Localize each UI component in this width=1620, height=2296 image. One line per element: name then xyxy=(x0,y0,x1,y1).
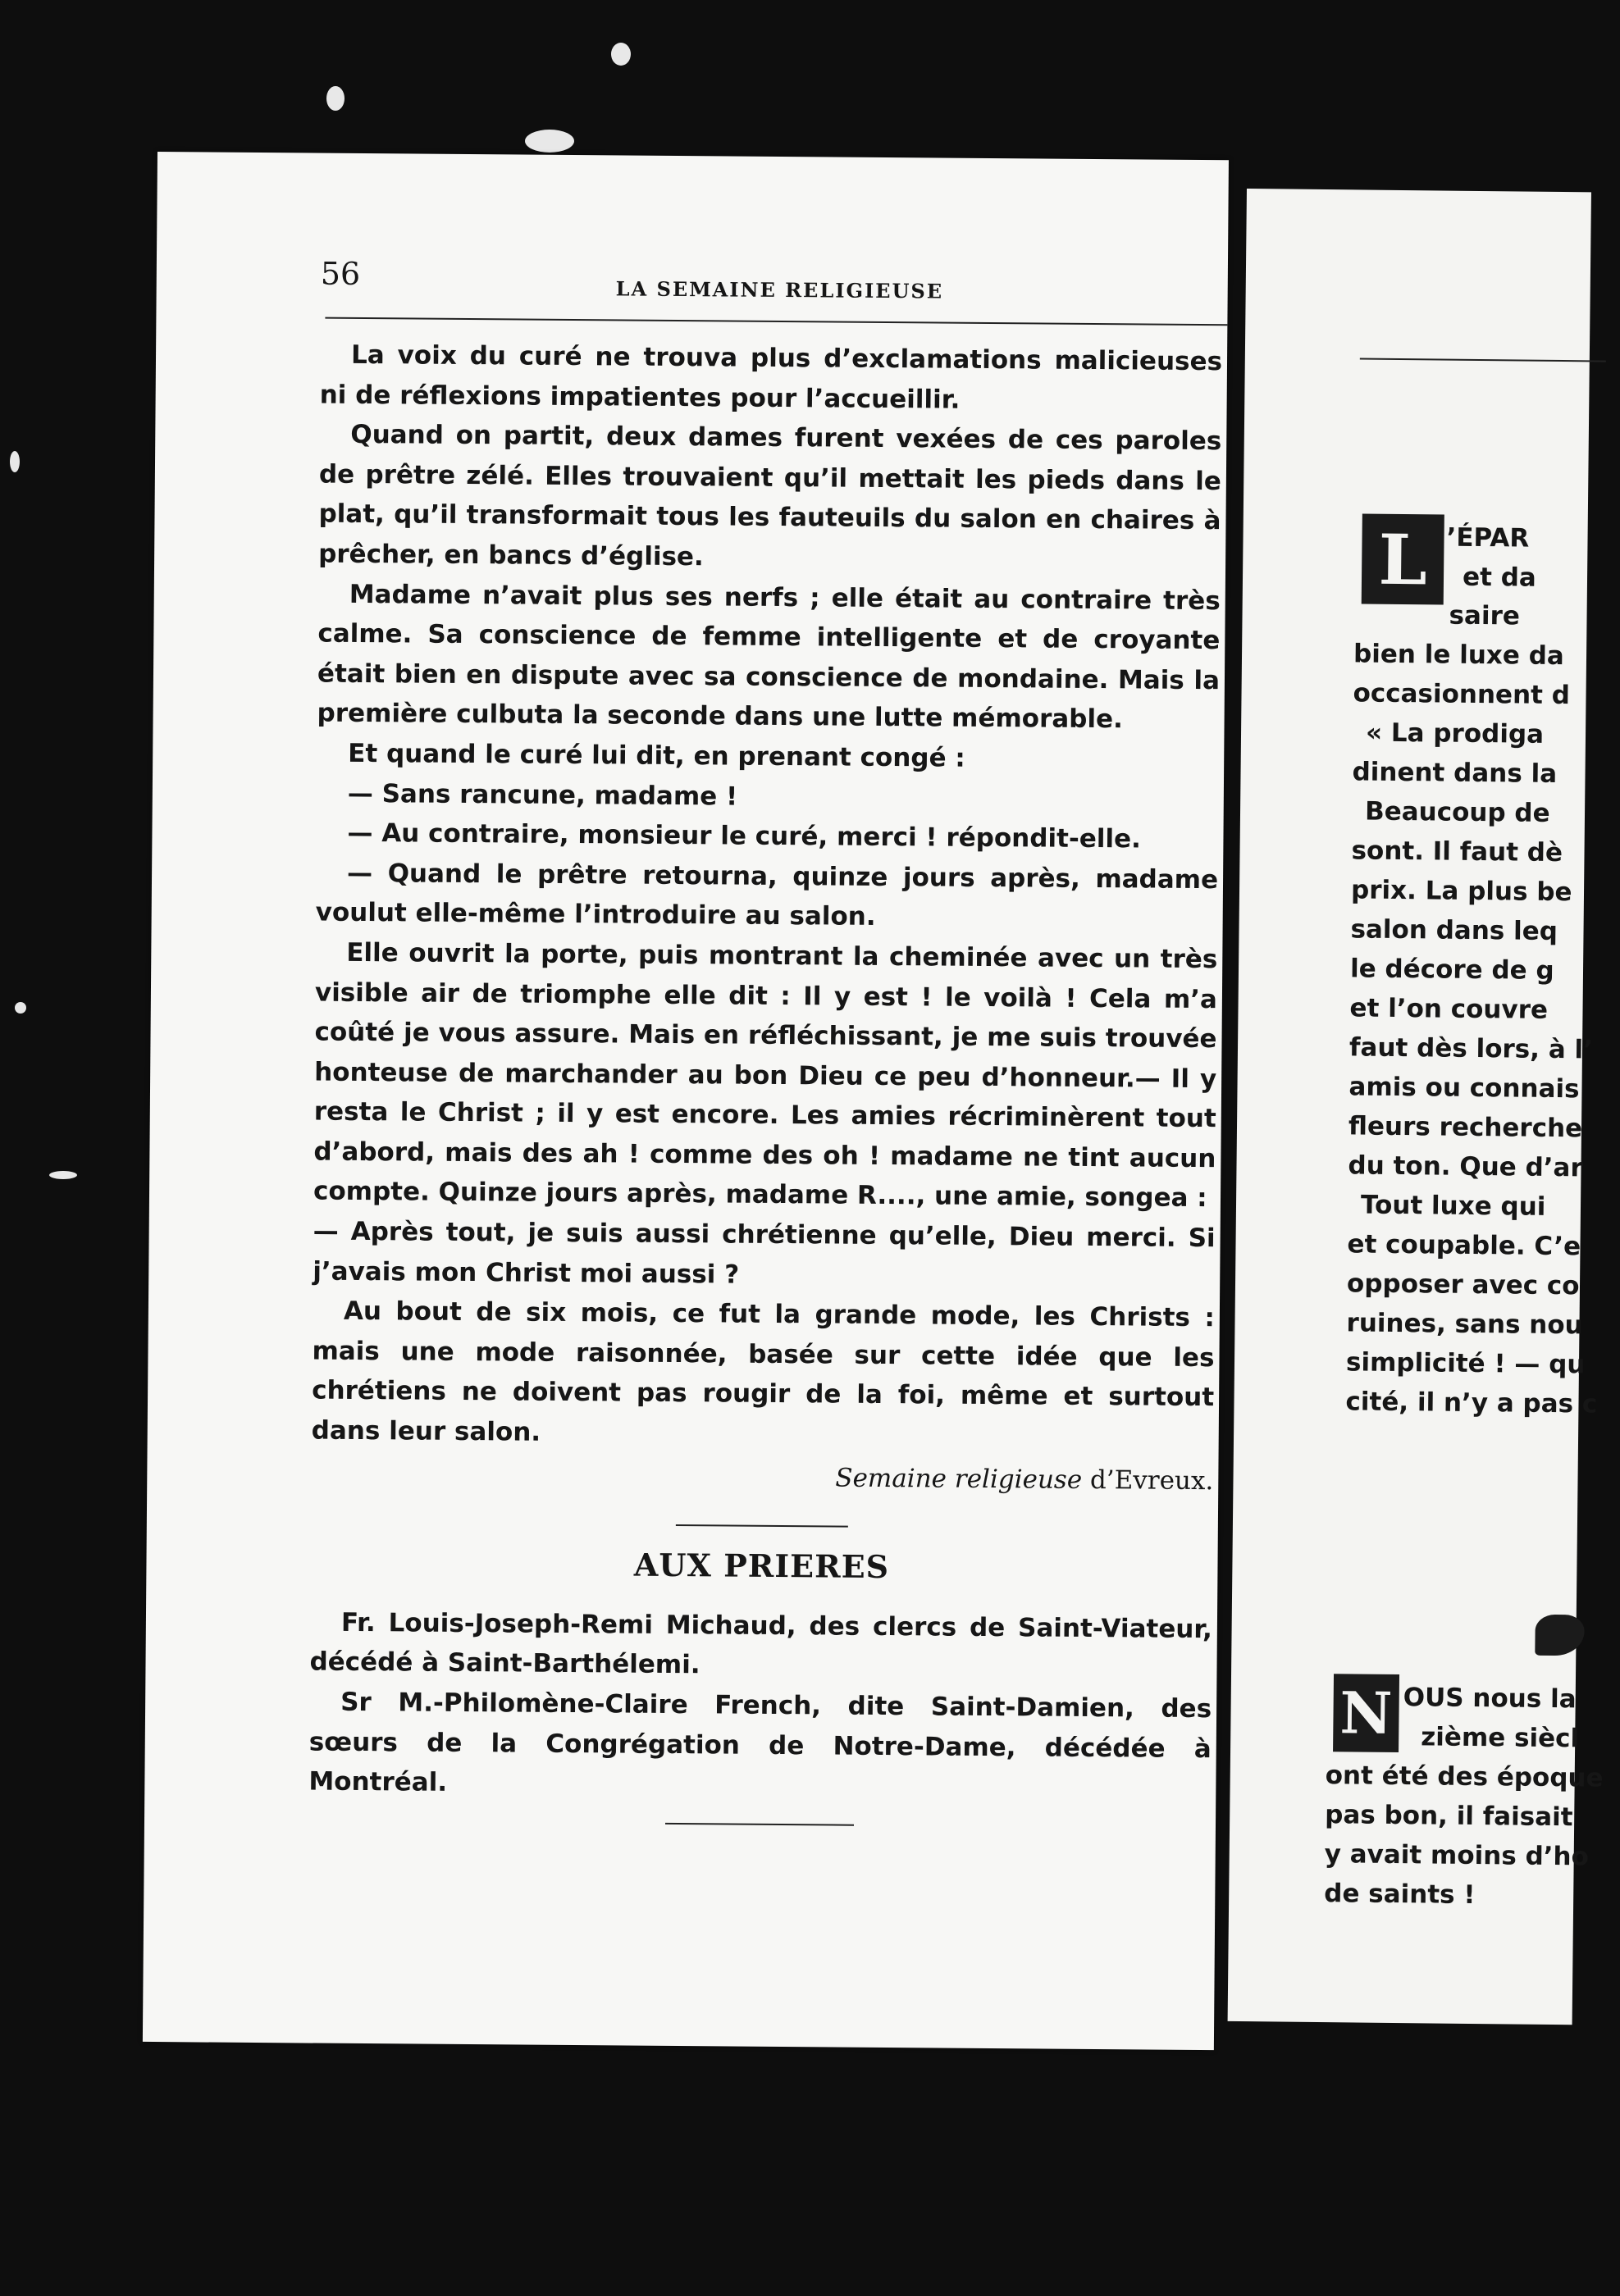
running-head: LA SEMAINE RELIGIEUSE xyxy=(615,276,944,303)
text-line: zième siècl xyxy=(1421,1722,1580,1754)
dust-speck xyxy=(611,43,631,66)
dust-speck xyxy=(15,1002,26,1014)
text-line: du ton. Que d’ar xyxy=(1348,1150,1583,1183)
left-page xyxy=(143,152,1229,2050)
page-number: 56 xyxy=(320,255,361,292)
paragraph: — Sans rancune, madame ! xyxy=(347,778,738,812)
text-line: opposer avec co xyxy=(1346,1269,1580,1301)
paragraph: Quand on partit, deux dames furent vexées de ces paroles de prêtre zélé. Elles trouvaient qu’il mettait les pieds dans le plat, qu’il transformait tous les fauteuils du salon en chaires à prêcher, en bancs d’église. xyxy=(318,420,1222,572)
paragraph: Et quand le curé lui dit, en prenant congé : xyxy=(348,738,965,773)
prayer-entry: Fr. Louis-Joseph-Remi Michaud, des clercs de Saint-Viateur, décédé à Saint-Barthélemi. xyxy=(309,1607,1213,1680)
dust-speck xyxy=(10,451,20,472)
dust-speck xyxy=(525,130,574,153)
text-line: sont. Il faut dè xyxy=(1351,836,1563,868)
text-line: pas bon, il faisait xyxy=(1325,1800,1573,1833)
paragraph: Elle ouvrit la porte, puis montrant la cheminée avec un très visible air de triomphe elle dit : Il y est ! le voilà ! Cela m’a coûté je vous assure. Mais en réfléchissant, je me suis trouvée honteuse de marchander au bon Dieu ce peu d’honneur.— Il y resta le Christ ; il y est encore. Les amies récriminèrent tout d’abord, mais des ah ! comme des oh ! madame ne tint aucun compte. Quinze jours après, madame R...., une amie, songea : xyxy=(313,937,1218,1214)
text-line: et l’on couvre xyxy=(1349,993,1549,1025)
text-line: salon dans leq xyxy=(1350,914,1558,947)
text-line: Beaucoup de xyxy=(1364,796,1550,828)
paragraph: Au bout de six mois, ce fut la grande mode, les Christs : mais une mode raisonnée, basée sur cette idée que les chrétiens ne doivent pas rougir de la foi, même et surtout dans leur salon. xyxy=(311,1296,1216,1447)
text-line: saire xyxy=(1449,600,1521,631)
text-line: cité, il n’y a pas c xyxy=(1345,1387,1598,1419)
text-line: occasionnent d xyxy=(1353,678,1571,711)
text-line: et da xyxy=(1462,562,1536,593)
text-line: bien le luxe da xyxy=(1353,639,1565,672)
text-line: de saints ! xyxy=(1324,1879,1476,1911)
prayer-entry: Sr M.-Philomène-Claire French, dite Saint-Damien, des sœurs de la Congrégation de Notre-Dame, décédée à Montréal. xyxy=(308,1687,1212,1798)
text-line: ruines, sans nou xyxy=(1346,1308,1583,1341)
text-line: simplicité ! — qu xyxy=(1345,1347,1586,1380)
text-line: OUS nous la xyxy=(1403,1683,1577,1715)
right-page xyxy=(1228,189,1604,2025)
dropcap-letter: L xyxy=(1362,513,1444,604)
text-line: et coupable. C’e xyxy=(1347,1229,1581,1262)
paragraph: La voix du curé ne trouva plus d’exclamations malicieuses ni de réflexions impatientes pour l’accueillir. xyxy=(319,339,1223,415)
dust-speck xyxy=(326,86,345,111)
signature-publication: Semaine religieuse xyxy=(835,1463,1083,1495)
text-line: prix. La plus be xyxy=(1350,875,1572,908)
article-signature xyxy=(311,1454,1213,1501)
paragraph: — Quand le prêtre retourna, quinze jours après, madame voulut elle-même l’introduire au salon. xyxy=(315,858,1219,932)
paragraph: — Au contraire, monsieur le curé, merci ! répondit-elle. xyxy=(347,818,1141,854)
text-line: le décore de g xyxy=(1349,954,1554,986)
section-end-rule xyxy=(665,1823,854,1826)
text-line: fleurs recherche xyxy=(1348,1111,1583,1144)
ornament-icon xyxy=(1535,1615,1585,1656)
section-separator xyxy=(676,1524,848,1528)
article-body xyxy=(308,335,1222,1829)
text-line: « La prodiga xyxy=(1365,718,1545,749)
text-line: y avait moins d’ho xyxy=(1324,1839,1590,1872)
text-line: faut dès lors, à l’ xyxy=(1348,1032,1594,1065)
dust-speck xyxy=(49,1171,77,1179)
signature-place: d’Evreux. xyxy=(1082,1465,1214,1496)
section-title: AUX PRIERES xyxy=(633,1546,890,1586)
text-line: amis ou connais xyxy=(1348,1072,1580,1105)
text-line: ’ÉPAR xyxy=(1446,522,1530,554)
paragraph: Madame n’avait plus ses nerfs ; elle était au contraire très calme. Sa conscience de femme intelligente et de croyante était bien en dispute avec sa conscience de mondaine. Mais la première culbuta la seconde dans une lutte mémorable. xyxy=(317,579,1221,735)
text-line: dinent dans la xyxy=(1352,757,1558,789)
paragraph: — Après tout, je suis aussi chrétienne qu’elle, Dieu merci. Si j’avais mon Christ moi aussi ? xyxy=(313,1216,1216,1290)
prayer-list xyxy=(308,1602,1212,1809)
text-line: ont été des époque xyxy=(1325,1761,1604,1793)
right-header-rule xyxy=(1360,358,1606,362)
dropcap-letter: N xyxy=(1333,1674,1399,1752)
header-rule xyxy=(325,317,1227,326)
text-line: Tout luxe qui xyxy=(1360,1190,1546,1222)
